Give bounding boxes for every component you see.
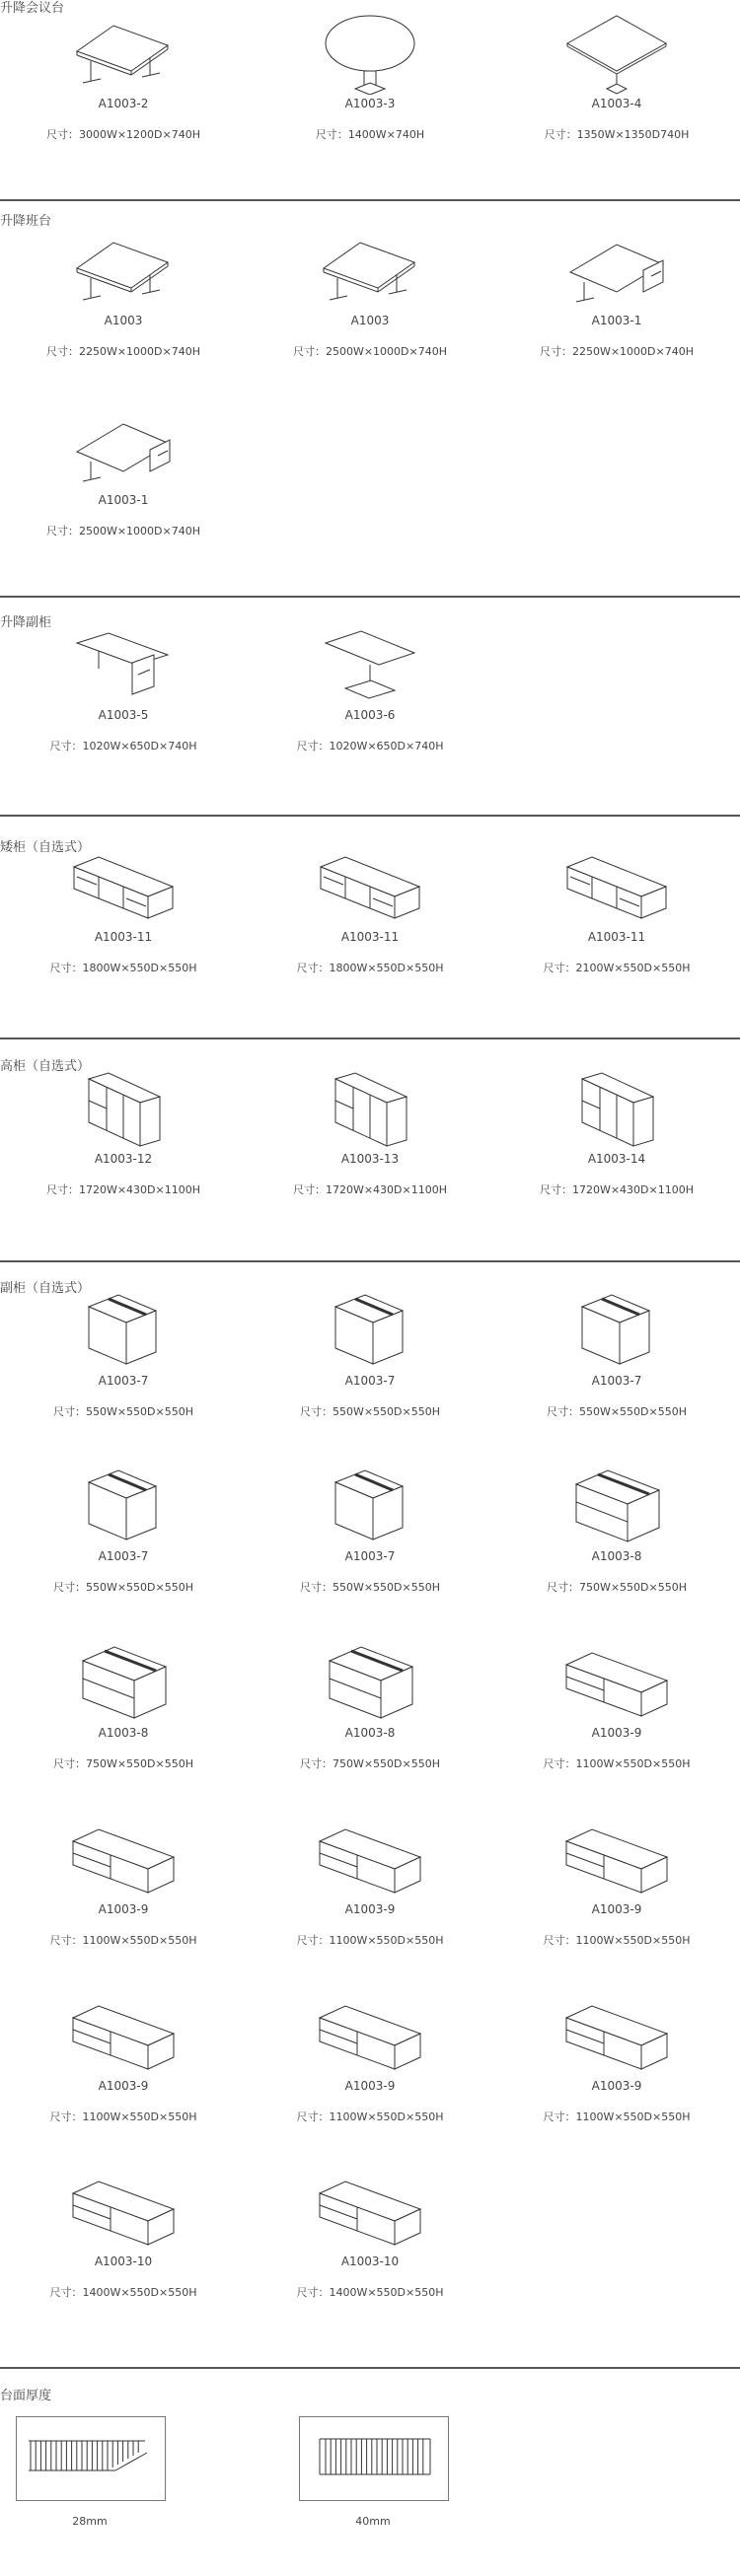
product-code: A1003-6 xyxy=(344,708,396,722)
product-size: 尺寸：2500W×1000D×740H xyxy=(292,345,448,358)
long-cabinet-icon xyxy=(562,1643,671,1724)
high-cabinet-icon xyxy=(69,1069,178,1150)
product-item xyxy=(0,231,247,389)
product-item xyxy=(493,231,740,389)
product-size: 尺寸：750W×550D×550H xyxy=(546,1581,688,1594)
product-code: A1003-9 xyxy=(344,1902,396,1916)
desk-icon xyxy=(69,231,178,312)
product-code: A1003-5 xyxy=(98,708,149,722)
section-divider xyxy=(0,596,740,598)
product-size: 尺寸：2100W×550D×550H xyxy=(543,962,691,974)
product-code: A1003-8 xyxy=(344,1726,396,1740)
product-item xyxy=(247,231,493,389)
product-code: A1003-9 xyxy=(591,1726,642,1740)
product-item xyxy=(0,625,247,783)
product-size: 尺寸：1100W×550D×550H xyxy=(49,2111,197,2123)
product-size: 尺寸：1350W×1350D740H xyxy=(544,128,690,141)
wide-cabinet-icon xyxy=(316,1643,424,1724)
product-item xyxy=(247,1996,493,2154)
long-cabinet-icon xyxy=(562,1820,671,1900)
product-item xyxy=(493,1643,740,1801)
product-code: A1003-9 xyxy=(344,2079,396,2093)
product-code: A1003-2 xyxy=(98,97,149,110)
product-size: 尺寸：2250W×1000D×740H xyxy=(539,345,695,358)
product-code: A1003-10 xyxy=(340,2254,400,2268)
product-item xyxy=(0,1291,247,1449)
product-size: 尺寸：550W×550D×550H xyxy=(299,1581,441,1594)
product-item xyxy=(247,2172,493,2329)
product-item xyxy=(493,1069,740,1227)
product-item xyxy=(0,1069,247,1227)
product-code: A1003-9 xyxy=(591,2079,642,2093)
section-divider xyxy=(0,815,740,817)
product-code: A1003-11 xyxy=(94,930,153,944)
section-divider xyxy=(0,2367,740,2369)
product-code: A1003-7 xyxy=(98,1374,149,1388)
product-code: A1003-7 xyxy=(344,1549,396,1563)
cube-cabinet-icon xyxy=(316,1291,424,1372)
product-item xyxy=(493,1291,740,1449)
product-size: 尺寸：750W×550D×550H xyxy=(52,1757,194,1770)
product-item xyxy=(247,1820,493,1977)
product-code: A1003-9 xyxy=(98,1902,149,1916)
product-item xyxy=(0,410,247,568)
product-code: A1003-7 xyxy=(98,1549,149,1563)
product-item xyxy=(0,1467,247,1624)
product-item xyxy=(0,1643,247,1801)
product-size: 尺寸：550W×550D×550H xyxy=(52,1405,194,1418)
wide-cabinet-icon xyxy=(562,1467,671,1547)
section-title: 升降副柜 xyxy=(0,615,52,630)
product-code: A1003 xyxy=(350,314,390,327)
desk-icon xyxy=(316,231,424,312)
high-cabinet-icon xyxy=(316,1069,424,1150)
long-cabinet-icon xyxy=(69,1820,178,1900)
section-divider xyxy=(0,1038,740,1039)
product-size: 尺寸：550W×550D×550H xyxy=(299,1405,441,1418)
section-divider xyxy=(0,1260,740,1262)
long-cabinet-icon xyxy=(316,2172,424,2253)
desk-return-icon xyxy=(562,231,671,312)
product-size: 尺寸：550W×550D×550H xyxy=(52,1581,194,1594)
tabletop-28mm-icon xyxy=(16,2416,166,2501)
product-code: A1003-7 xyxy=(344,1374,396,1388)
desk-return-icon xyxy=(69,410,178,491)
product-code: A1003-11 xyxy=(340,930,400,944)
long-cabinet-icon xyxy=(316,1996,424,2077)
section-title: 副柜（自选式） xyxy=(0,1281,91,1296)
thickness-label: 28mm xyxy=(72,2515,108,2528)
cube-cabinet-icon xyxy=(562,1291,671,1372)
wide-cabinet-icon xyxy=(69,1643,178,1724)
product-code: A1003-11 xyxy=(587,930,646,944)
product-item xyxy=(493,847,740,1005)
product-item xyxy=(247,1069,493,1227)
product-item xyxy=(493,14,740,172)
product-item xyxy=(0,1996,247,2154)
product-size: 尺寸：550W×550D×550H xyxy=(546,1405,688,1418)
rect-table-icon xyxy=(69,14,178,95)
product-size: 尺寸：1100W×550D×550H xyxy=(543,1757,691,1770)
long-cabinet-icon xyxy=(69,2172,178,2253)
product-item xyxy=(0,2172,247,2329)
product-size: 尺寸：1400W×550D×550H xyxy=(296,2286,444,2299)
product-code: A1003-8 xyxy=(98,1726,149,1740)
product-code: A1003-14 xyxy=(587,1152,646,1166)
product-code: A1003-12 xyxy=(94,1152,153,1166)
product-item xyxy=(247,847,493,1005)
product-item xyxy=(493,1820,740,1977)
long-cabinet-icon xyxy=(316,1820,424,1900)
product-size: 尺寸：1720W×430D×1100H xyxy=(539,1183,695,1196)
product-size: 尺寸：1400W×740H xyxy=(315,128,425,141)
section-title: 升降班台 xyxy=(0,214,52,229)
product-size: 尺寸：1100W×550D×550H xyxy=(543,2111,691,2123)
product-code: A1003 xyxy=(104,314,143,327)
cube-cabinet-icon xyxy=(69,1291,178,1372)
product-size: 尺寸：1100W×550D×550H xyxy=(296,1934,444,1947)
side-cabinet-icon xyxy=(69,625,178,706)
product-code: A1003-1 xyxy=(98,493,149,507)
section-divider xyxy=(0,199,740,201)
side-table-icon xyxy=(316,625,424,706)
product-size: 尺寸：2250W×1000D×740H xyxy=(45,345,201,358)
product-size: 尺寸：750W×550D×550H xyxy=(299,1757,441,1770)
product-size: 尺寸：1020W×650D×740H xyxy=(296,740,444,752)
section-title: 台面厚度 xyxy=(0,2389,52,2403)
product-code: A1003-9 xyxy=(591,1902,642,1916)
product-size: 尺寸：1800W×550D×550H xyxy=(296,962,444,974)
product-item xyxy=(493,1467,740,1624)
product-item xyxy=(247,14,493,172)
product-item xyxy=(0,14,247,172)
product-item xyxy=(247,1467,493,1624)
product-code: A1003-7 xyxy=(591,1374,642,1388)
product-size: 尺寸：1400W×550D×550H xyxy=(49,2286,197,2299)
long-cabinet-icon xyxy=(69,1996,178,2077)
product-code: A1003-3 xyxy=(344,97,396,110)
product-size: 尺寸：3000W×1200D×740H xyxy=(45,128,201,141)
product-size: 尺寸：1800W×550D×550H xyxy=(49,962,197,974)
product-size: 尺寸：2500W×1000D×740H xyxy=(45,525,201,537)
cube-cabinet-icon xyxy=(69,1467,178,1547)
product-item xyxy=(247,625,493,783)
square-table-icon xyxy=(562,14,671,95)
low-cabinet-icon xyxy=(69,847,178,928)
product-item xyxy=(247,1291,493,1449)
low-cabinet-icon xyxy=(316,847,424,928)
thickness-label: 40mm xyxy=(355,2515,391,2528)
product-code: A1003-1 xyxy=(591,314,642,327)
product-item xyxy=(0,1820,247,1977)
section-title: 高柜（自选式） xyxy=(0,1059,91,1074)
section-title: 升降会议台 xyxy=(0,1,65,16)
product-size: 尺寸：1100W×550D×550H xyxy=(543,1934,691,1947)
high-cabinet-icon xyxy=(562,1069,671,1150)
tabletop-40mm-icon xyxy=(299,2416,449,2501)
low-cabinet-icon xyxy=(562,847,671,928)
product-code: A1003-8 xyxy=(591,1549,642,1563)
product-size: 尺寸：1020W×650D×740H xyxy=(49,740,197,752)
product-item xyxy=(247,1643,493,1801)
product-item xyxy=(0,847,247,1005)
round-table-icon xyxy=(316,14,424,95)
cube-cabinet-icon xyxy=(316,1467,424,1547)
product-size: 尺寸：1720W×430D×1100H xyxy=(45,1183,201,1196)
long-cabinet-icon xyxy=(562,1996,671,2077)
product-item xyxy=(493,1996,740,2154)
product-code: A1003-4 xyxy=(591,97,642,110)
section-title: 矮柜（自选式） xyxy=(0,840,91,855)
product-size: 尺寸：1720W×430D×1100H xyxy=(292,1183,448,1196)
product-code: A1003-9 xyxy=(98,2079,149,2093)
product-code: A1003-10 xyxy=(94,2254,153,2268)
product-size: 尺寸：1100W×550D×550H xyxy=(296,2111,444,2123)
product-code: A1003-13 xyxy=(340,1152,400,1166)
product-size: 尺寸：1100W×550D×550H xyxy=(49,1934,197,1947)
